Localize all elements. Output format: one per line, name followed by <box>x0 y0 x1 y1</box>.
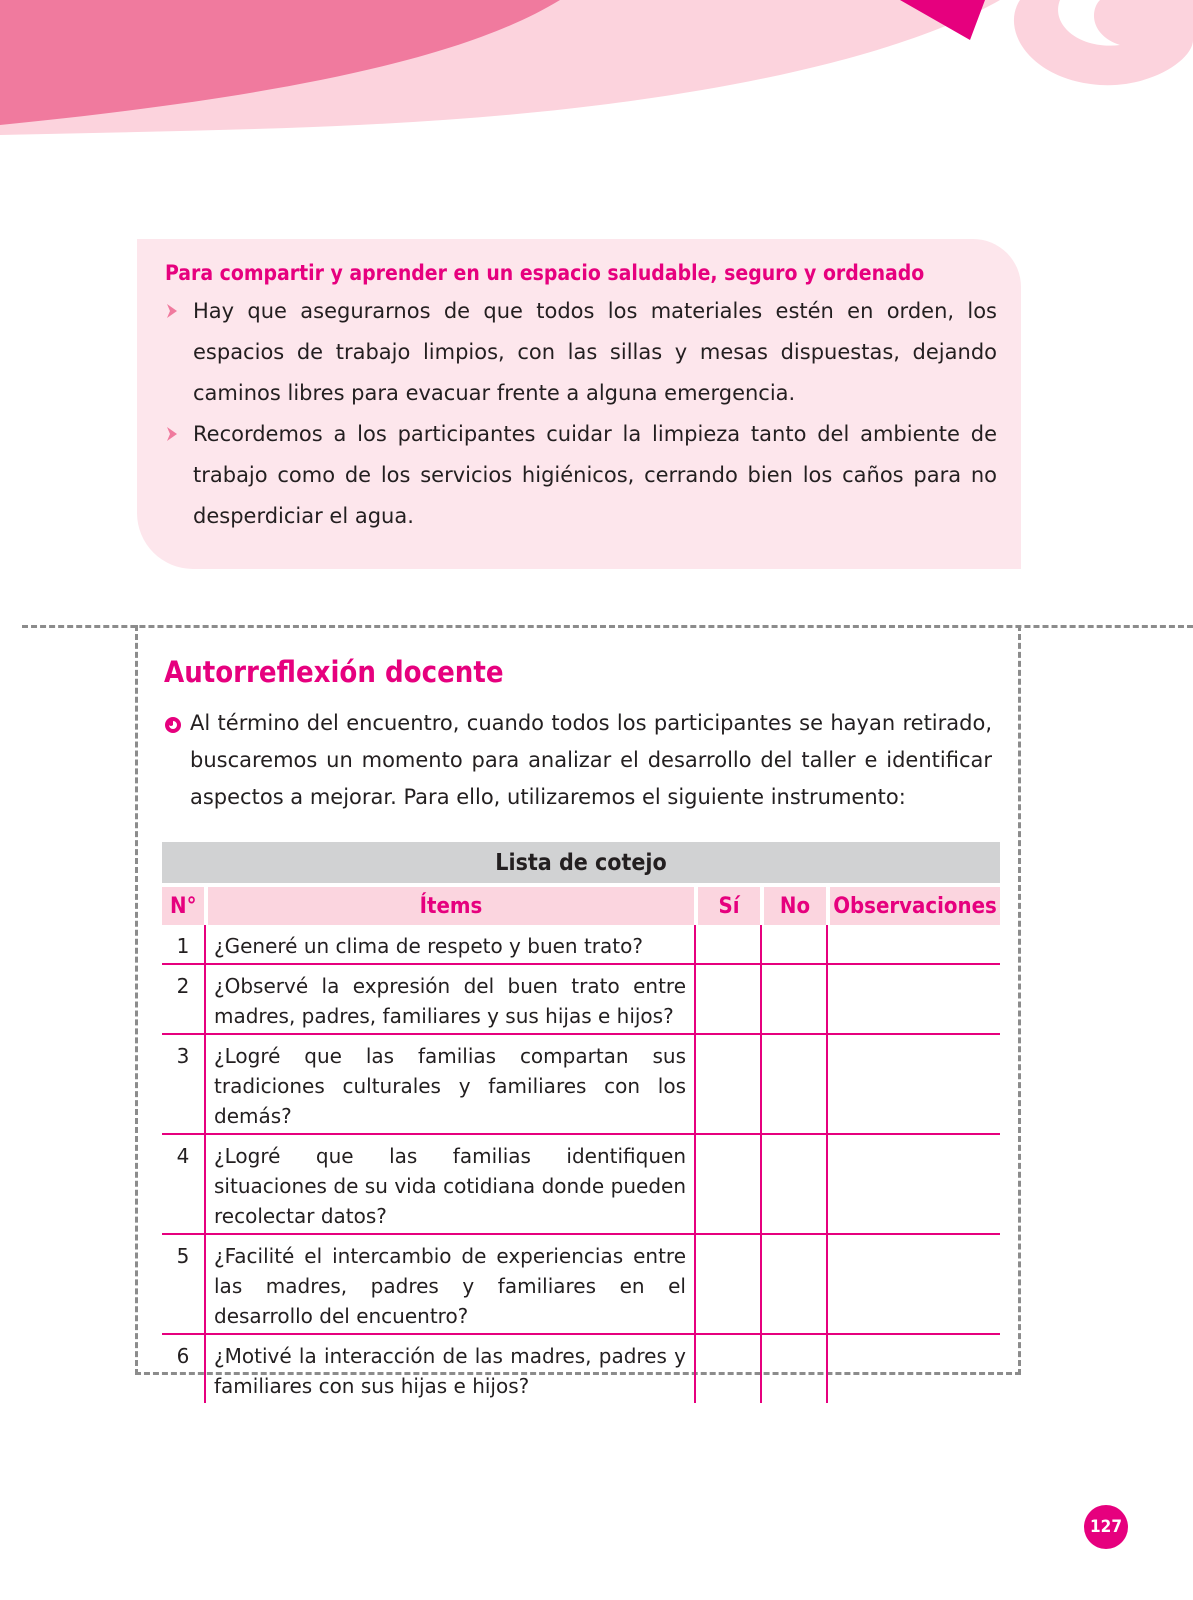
info-box-list <box>165 291 997 537</box>
row-item: ¿Motivé la interacción de las madres, padres y familiares con sus hijas e hijos? <box>204 1335 694 1403</box>
section-paragraph: Al término del encuentro, cuando todos los participantes se hayan retirado, buscaremos un momento para analizar el desarrollo del taller e identificar aspectos a mejorar. Para ello, utilizaremos el siguiente instrumento: <box>190 711 992 809</box>
column-header-no: No <box>760 887 826 925</box>
no-cell[interactable] <box>760 1335 826 1403</box>
list-item <box>165 291 997 414</box>
yes-cell[interactable] <box>694 965 760 1035</box>
header-wave-decoration <box>0 0 1193 140</box>
row-number: 1 <box>162 925 204 965</box>
chevron-right-icon <box>165 425 179 443</box>
no-cell[interactable] <box>760 1235 826 1335</box>
observations-cell[interactable] <box>826 1235 1000 1335</box>
row-number: 4 <box>162 1135 204 1235</box>
no-cell[interactable] <box>760 1135 826 1235</box>
info-box-title: Para compartir y aprender en un espacio saludable, seguro y ordenado <box>165 261 925 285</box>
yes-cell[interactable] <box>694 925 760 965</box>
yes-cell[interactable] <box>694 1335 760 1403</box>
observations-cell[interactable] <box>826 965 1000 1035</box>
yes-cell[interactable] <box>694 1035 760 1135</box>
table-row <box>162 925 1000 965</box>
no-cell[interactable] <box>760 1035 826 1135</box>
row-number: 6 <box>176 1344 190 1368</box>
row-item: ¿Logré que las familias compartan sus tradiciones culturales y familiares con los demás? <box>204 1035 694 1135</box>
observations-cell[interactable] <box>826 925 1000 965</box>
column-header-observations: Observaciones <box>826 887 1000 925</box>
column-header-yes: Sí <box>694 887 760 925</box>
row-number: 3 <box>162 1035 204 1135</box>
table-row <box>162 1035 1000 1135</box>
observations-cell[interactable] <box>826 1135 1000 1235</box>
table-row <box>162 1235 1000 1335</box>
no-cell[interactable] <box>760 925 826 965</box>
column-header-number: N° <box>162 887 204 925</box>
reflection-section <box>135 625 1021 1398</box>
safety-info-box <box>137 239 1021 569</box>
yes-cell[interactable] <box>694 1235 760 1335</box>
row-number: 2 <box>162 965 204 1035</box>
page-number-badge: 127 <box>1084 1505 1128 1549</box>
chevron-right-icon <box>165 302 179 320</box>
yes-cell[interactable] <box>694 1135 760 1235</box>
row-item: ¿Facilité el intercambio de experiencias entre las madres, padres y familiares en el desarrollo del encuentro? <box>204 1235 694 1335</box>
list-item-text: Recordemos a los participantes cuidar la limpieza tanto del ambiente de trabajo como de los servicios higiénicos, cerrando bien los caños para no desperdiciar el agua. <box>193 422 997 528</box>
row-number: 5 <box>162 1235 204 1335</box>
observations-cell[interactable] <box>826 1335 1000 1403</box>
swirl-bullet-icon <box>164 716 182 734</box>
table-row <box>162 1135 1000 1235</box>
list-item <box>165 414 997 537</box>
no-cell[interactable] <box>760 965 826 1035</box>
observations-cell[interactable] <box>826 1035 1000 1135</box>
row-item: ¿Observé la expresión del buen trato entre madres, padres, familiares y sus hijas e hijos? <box>204 965 694 1035</box>
list-item-text: Hay que asegurarnos de que todos los materiales estén en orden, los espacios de trabajo limpios, con las sillas y mesas dispuestas, dejando caminos libres para evacuar frente a alguna emergencia. <box>193 299 997 405</box>
table-caption: Lista de cotejo <box>162 842 1000 887</box>
table-row <box>162 965 1000 1035</box>
column-header-items: Ítems <box>204 887 694 925</box>
row-item: ¿Logré que las familias identifiquen situaciones de su vida cotidiana donde pueden recolectar datos? <box>204 1135 694 1235</box>
table-row <box>162 1335 1000 1403</box>
checklist-table <box>162 842 1000 1403</box>
row-item: ¿Generé un clima de respeto y buen trato? <box>204 925 694 965</box>
section-title: Autorreflexión docente <box>164 655 504 689</box>
